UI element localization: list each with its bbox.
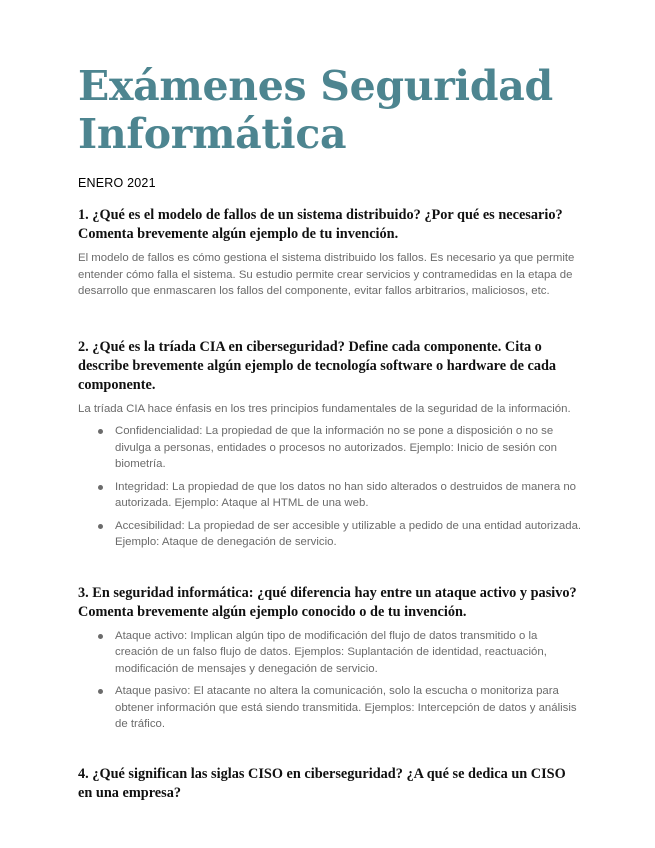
- question-4: 4. ¿Qué significan las siglas CISO en ciberseguridad? ¿A qué se dedica un CISO en una empresa?: [78, 765, 566, 801]
- list-item: [115, 628, 583, 678]
- list-item-text: Accesibilidad: La propiedad de ser accesible y utilizable a pedido de una entidad autorizada. Ejemplo: Ataque de denegación de servicio.: [115, 519, 582, 548]
- list-item-text: Integridad: La propiedad de que los datos no han sido alterados o destruidos de manera no autorizada. Ejemplo: Ataque al HTML de una web.: [115, 480, 577, 509]
- bullet-dot-icon: [98, 485, 103, 490]
- section-3: [78, 584, 583, 733]
- list-item: [115, 479, 583, 512]
- question-3: 3. En seguridad informática: ¿qué diferencia hay entre un ataque activo y pasivo? Comenta brevemente algún ejemplo conocido o de tu invención.: [78, 584, 577, 620]
- answer-1: El modelo de fallos es cómo gestiona el sistema distribuido los fallos. Es necesario ya que permite entender cómo falla el sistema. Su estudio permite crear servicios y contramedidas en la etapa de desarrollo que enmascaren los fallos del componente, evitar fallos arbitrarios, maliciosos, etc.: [78, 252, 575, 297]
- question-2: 2. ¿Qué es la tríada CIA en ciberseguridad? Define cada componente. Cita o describe brevemente algún ejemplo de tecnología software o hardware de cada componente.: [78, 338, 557, 393]
- bullet-list-2: [78, 423, 583, 551]
- list-item-text: Ataque activo: Implican algún tipo de modificación del flujo de datos transmitido o la creación de un falso flujo de datos. Ejemplos: Suplantación de identidad, reactuación, modificación de mensajes y denegación de servicio.: [115, 629, 547, 675]
- list-item-text: Ataque pasivo: El atacante no altera la comunicación, solo la escucha o monitoriza para obtener información que está siendo transmitida. Ejemplos: Intercepción de datos y análisis de tráfico.: [115, 685, 577, 730]
- list-item-text: Confidencialidad: La propiedad de que la información no se pone a disposición o no se divulga a personas, entidades o procesos no autorizados. Ejemplo: Inicio de sesión con biometría.: [115, 425, 557, 470]
- document-title: Exámenes Seguridad Informática: [78, 62, 553, 158]
- list-item: [115, 683, 583, 733]
- document-date: ENERO 2021: [78, 176, 156, 190]
- bullet-dot-icon: [98, 689, 103, 694]
- section-4: [78, 765, 583, 803]
- bullet-dot-icon: [98, 634, 103, 639]
- bullet-dot-icon: [98, 524, 103, 529]
- question-1: 1. ¿Qué es el modelo de fallos de un sistema distribuido? ¿Por qué es necesario? Comenta brevemente algún ejemplo de tu invención.: [78, 207, 563, 242]
- answer-2: La tríada CIA hace énfasis en los tres principios fundamentales de la seguridad de la información.: [78, 402, 571, 415]
- section-2: [78, 338, 583, 551]
- section-1: [78, 206, 583, 300]
- bullet-list-3: [78, 628, 583, 733]
- list-item: [115, 423, 583, 473]
- bullet-dot-icon: [98, 429, 103, 434]
- list-item: [115, 518, 583, 551]
